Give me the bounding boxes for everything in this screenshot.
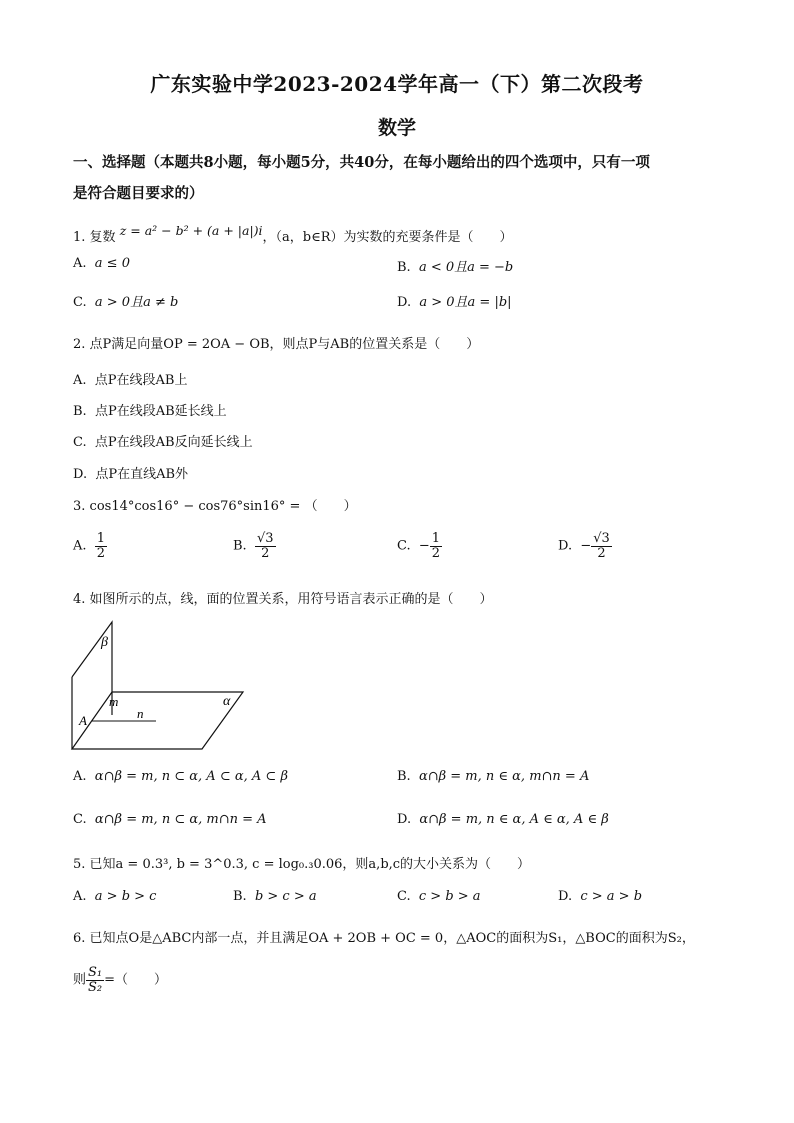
- q3-option-d: D. − $\frac{√3}{2}$: [558, 531, 610, 561]
- q2-option-a: A. 点P在线段AB上: [73, 373, 188, 388]
- fraction-den: 2: [96, 545, 106, 561]
- q5-option-b: B. b > c > a: [233, 889, 317, 904]
- option-text: c > b > a: [418, 889, 481, 904]
- q1-option-a: A. a ≤ 0: [73, 256, 130, 271]
- question-number: 4.: [73, 592, 86, 607]
- q1-option-c: C. a > 0且a ≠ b: [73, 295, 179, 310]
- option-text: a > b > c: [94, 889, 157, 904]
- q3-option-b: B. $\frac{√3}{2}$: [233, 531, 274, 561]
- option-sign: −: [580, 538, 592, 554]
- fraction: [95, 532, 107, 560]
- q5-option-c: C. c > b > a: [397, 889, 481, 904]
- fraction-den: 2: [597, 545, 606, 561]
- option-text: a < 0且a = −b: [418, 260, 514, 275]
- option-text: α∩β = m, n ∈ α, m∩n = A: [418, 769, 590, 784]
- question-6: [73, 927, 695, 946]
- question-number: 2.: [73, 337, 86, 352]
- question-stem: 点P满足向量OP = 2OA − OB，则点P与AB的位置关系是（ ）: [89, 337, 480, 352]
- q1-option-b: B. a < 0且a = −b: [397, 260, 514, 275]
- question-stem-tail: =（ ）: [104, 972, 168, 988]
- label-a: A: [79, 713, 87, 728]
- question-stem-tail: ，（a，b∈R）为实数的充要条件是（ ）: [262, 230, 513, 245]
- q5-option-d: D. c > a > b: [558, 889, 643, 904]
- q2-option-c: C. 点P在线段AB反向延长线上: [73, 435, 253, 450]
- fraction-num: √3: [593, 531, 610, 546]
- question-stem: 复数: [89, 230, 116, 245]
- fraction: [255, 532, 276, 560]
- label-beta: β: [101, 635, 108, 650]
- fraction-den: 2: [431, 545, 441, 561]
- fraction: [591, 532, 612, 560]
- option-text: c > a > b: [580, 889, 643, 904]
- fraction-den: S₂: [88, 979, 103, 995]
- q4-option-c: C. α∩β = m, n ⊂ α, m∩n = A: [73, 812, 267, 827]
- fraction-num: S₁: [88, 965, 103, 980]
- label-n: n: [137, 706, 144, 721]
- label-m: m: [109, 694, 119, 709]
- q2-option-b: B. 点P在线段AB延长线上: [73, 404, 227, 419]
- question-number: 6.: [73, 931, 86, 946]
- q3-option-a: A. $\frac{1}{2}$: [73, 531, 106, 561]
- planes-figure: [65, 615, 250, 755]
- option-text: a ≤ 0: [94, 256, 130, 271]
- option-text: 点P在线段AB反向延长线上: [94, 435, 253, 450]
- q2-option-d: D. 点P在直线AB外: [73, 467, 189, 482]
- option-text: 点P在线段AB延长线上: [94, 404, 227, 419]
- option-text: α∩β = m, n ⊂ α, A ⊂ α, A ⊂ β: [94, 769, 288, 784]
- question-stem: cos14°cos16° − cos76°sin16° = （ ）: [89, 499, 357, 514]
- label-alpha: α: [223, 694, 231, 709]
- area-ratio-fraction: [86, 966, 104, 994]
- option-text: α∩β = m, n ∈ α, A ∈ α, A ∈ β: [419, 812, 609, 827]
- fraction-den: 2: [261, 545, 270, 561]
- option-text: 点P在直线AB外: [95, 467, 189, 482]
- exam-subject: 数学: [377, 117, 416, 139]
- fraction-num: √3: [256, 531, 274, 546]
- question-1: [73, 223, 513, 245]
- question-6-cont: [73, 966, 167, 994]
- exam-title: 广东实验中学2023-2024学年高一（下）第二次段考: [150, 72, 644, 96]
- question-number: 3.: [73, 499, 86, 514]
- question-5: [73, 853, 530, 872]
- q4-option-d: D. α∩β = m, n ∈ α, A ∈ α, A ∈ β: [397, 812, 609, 827]
- q5-option-a: A. a > b > c: [73, 889, 157, 904]
- option-text: a > 0且a = |b|: [419, 295, 512, 310]
- q4-option-b: B. α∩β = m, n ∈ α, m∩n = A: [397, 769, 590, 784]
- fraction-num: 1: [96, 531, 106, 546]
- question-stem: 已知a = 0.3³, b = 3^0.3, c = log₀.₃0.06，则a,b,c的大小关系为（ ）: [89, 857, 531, 872]
- question-stem: 如图所示的点，线，面的位置关系，用符号语言表示正确的是（ ）: [89, 592, 493, 607]
- section-heading-cont: 是符合题目要求的）: [73, 185, 204, 202]
- question-3: [73, 495, 357, 514]
- q1-option-d: D. a > 0且a = |b|: [397, 295, 512, 310]
- question-4: [73, 588, 493, 607]
- question-stem: 已知点O是△ABC内部一点，并且满足OA + 2OB + OC = 0，△AOC的面积为S₁，△BOC的面积为S₂，: [89, 931, 695, 946]
- question-stem-cont: 则: [73, 972, 87, 988]
- option-sign: −: [418, 538, 430, 554]
- question-2: [73, 333, 479, 352]
- question-number: 5.: [73, 857, 86, 872]
- option-text: 点P在线段AB上: [94, 373, 188, 388]
- q4-option-a: A. α∩β = m, n ⊂ α, A ⊂ α, A ⊂ β: [73, 769, 288, 784]
- q3-option-c: C. − $\frac{1}{2}$: [397, 531, 441, 561]
- question-number: 1.: [73, 230, 86, 245]
- fraction-num: 1: [431, 531, 441, 546]
- option-text: b > c > a: [254, 889, 317, 904]
- fraction: [430, 532, 442, 560]
- question-formula: z = a² − b² + (a + |a|)i: [119, 223, 263, 238]
- option-text: a > 0且a ≠ b: [94, 295, 179, 310]
- option-text: α∩β = m, n ⊂ α, m∩n = A: [94, 812, 267, 827]
- section-heading: 一、选择题（本题共8小题，每小题5分，共40分，在每小题给出的四个选项中，只有一项: [73, 154, 650, 171]
